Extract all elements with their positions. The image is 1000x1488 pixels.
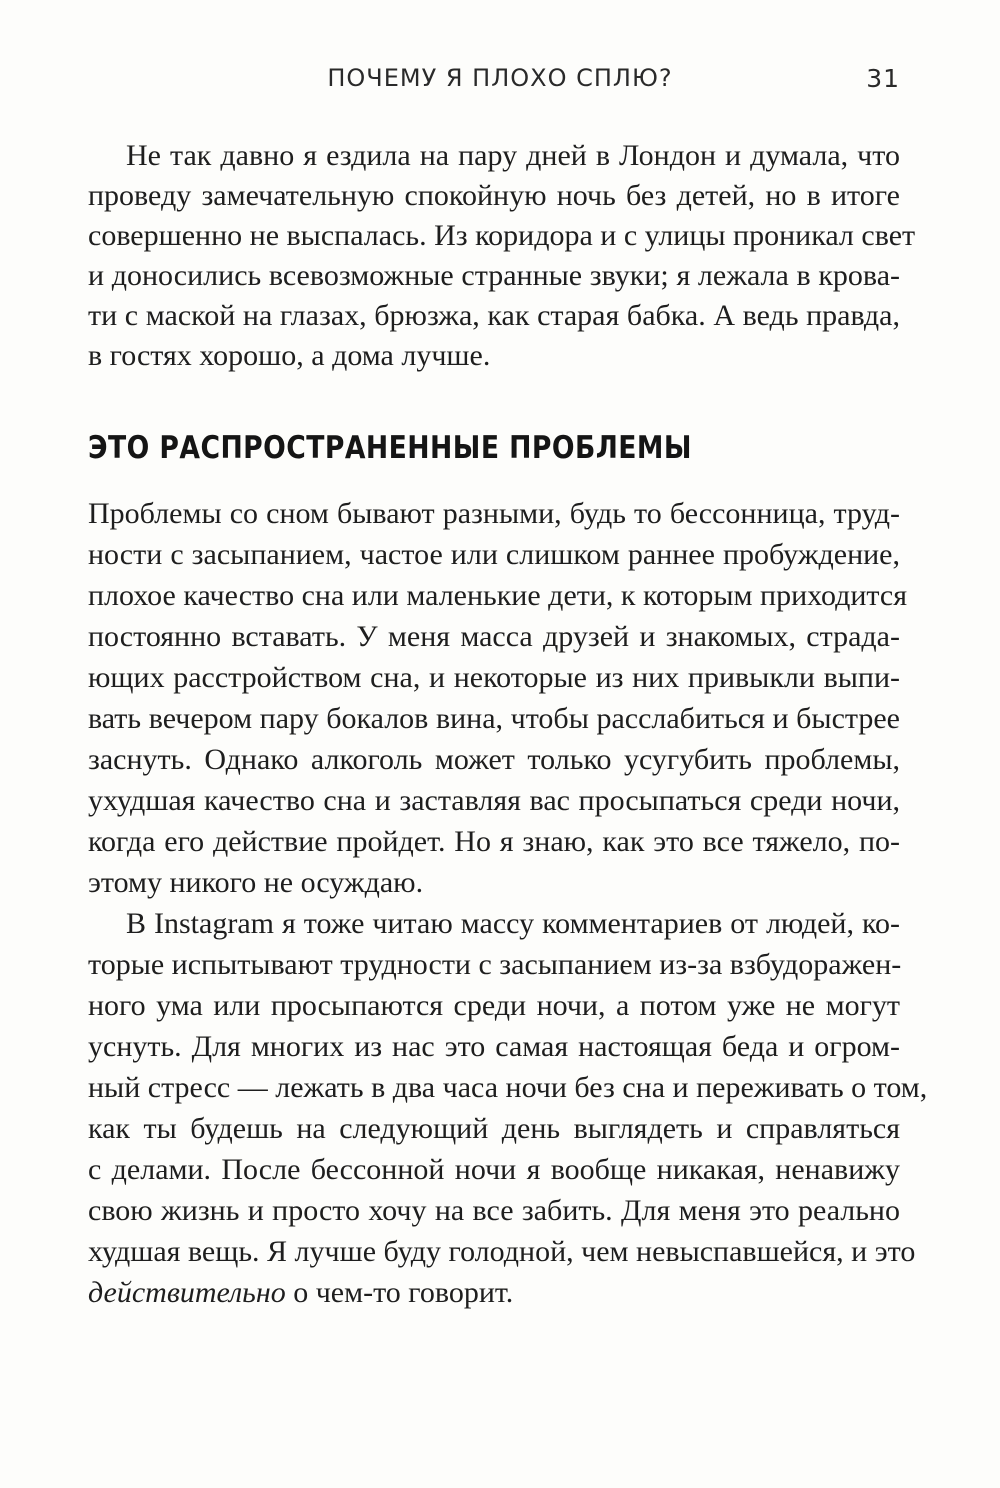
paragraph-2-line: вать вечером пару бокалов вина, чтобы расслабиться и быстрее bbox=[88, 702, 900, 735]
page-number: 31 bbox=[866, 64, 900, 93]
paragraph-2-line: плохое качество сна или маленькие дети, к которым приходится bbox=[88, 579, 908, 612]
paragraph-1-line: и доносились всевозможные странные звуки; я лежала в крова- bbox=[88, 259, 900, 292]
paragraph-2-line: ухудшая качество сна и заставляя вас просыпаться среди ночи, bbox=[88, 784, 900, 817]
paragraph-1-line: ти с маской на глазах, брюзжа, как старая бабка. А ведь правда, bbox=[88, 299, 900, 332]
last-line-text: о чем-то говорит. bbox=[285, 1276, 514, 1309]
section-heading: ЭТО РАСПРОСТРАНЕННЫЕ ПРОБЛЕМЫ bbox=[88, 430, 692, 466]
paragraph-1-line: проведу замечательную спокойную ночь без детей, но в итоге bbox=[88, 179, 900, 212]
paragraph-3-line: свою жизнь и просто хочу на все забить. Для меня это реально bbox=[88, 1194, 900, 1227]
running-header bbox=[0, 60, 1000, 100]
paragraph-2-line: ности с засыпанием, частое или слишком раннее пробуждение, bbox=[88, 538, 900, 571]
paragraph-3-line: В Instagram я тоже читаю массу комментариев от людей, ко- bbox=[126, 907, 900, 940]
paragraph-2-line: заснуть. Однако алкоголь может только усугубить проблемы, bbox=[88, 743, 900, 776]
paragraph-3-line: торые испытывают трудности с засыпанием из-за взбудоражен- bbox=[88, 948, 902, 981]
paragraph-2-line: когда его действие пройдет. Но я знаю, как это все тяжело, по- bbox=[88, 825, 900, 858]
paragraph-1-line: Не так давно я ездила на пару дней в Лондон и думала, что bbox=[126, 139, 900, 172]
paragraph-3-line: с делами. После бессонной ночи я вообще никакая, ненавижу bbox=[88, 1153, 900, 1186]
paragraph-1-line: в гостях хорошо, а дома лучше. bbox=[88, 339, 491, 372]
paragraph-3-line: ного ума или просыпаются среди ночи, а потом уже не могут bbox=[88, 989, 900, 1022]
paragraph-1-line: совершенно не выспалась. Из коридора и с улицы проникал свет bbox=[88, 219, 916, 252]
paragraph-2-line: Проблемы со сном бывают разными, будь то бессонница, труд- bbox=[88, 497, 900, 530]
paragraph-2-line: ющих расстройством сна, и некоторые из них привыкли выпи- bbox=[88, 661, 900, 694]
running-title: ПОЧЕМУ Я ПЛОХО СПЛЮ? bbox=[327, 64, 673, 92]
paragraph-3-last-line bbox=[88, 1273, 900, 1313]
paragraph-3-line: как ты будешь на следующий день выглядеть и справляться bbox=[88, 1112, 900, 1145]
emphasized-word: действительно bbox=[88, 1276, 286, 1309]
paragraph-3-line: уснуть. Для многих из нас это самая настоящая беда и огром- bbox=[88, 1030, 900, 1063]
paragraph-3-line: худшая вещь. Я лучше буду голодной, чем невыспавшейся, и это bbox=[88, 1235, 916, 1268]
paragraph-3-line: ный стресс — лежать в два часа ночи без сна и переживать о том, bbox=[88, 1071, 928, 1104]
paragraph-2-line: этому никого не осуждаю. bbox=[88, 866, 424, 899]
paragraph-2-line: постоянно вставать. У меня масса друзей и знакомых, страда- bbox=[88, 620, 900, 653]
